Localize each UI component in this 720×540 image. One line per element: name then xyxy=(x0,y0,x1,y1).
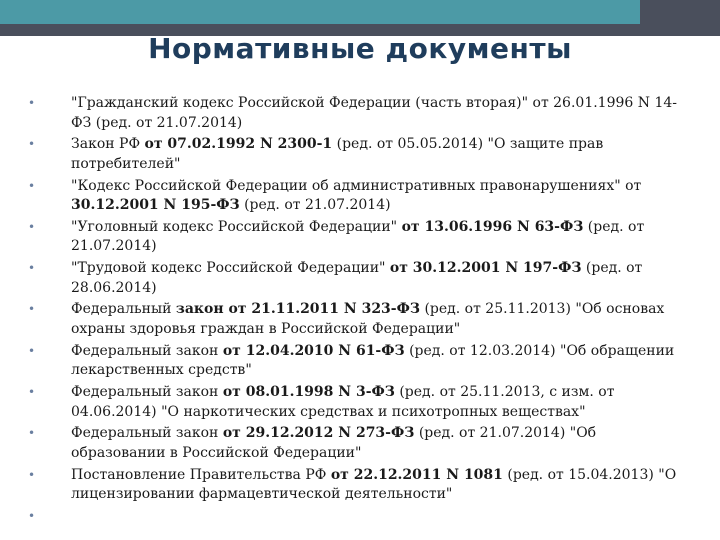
document-list xyxy=(28,94,688,523)
document-reference: от 30.12.2001 N 197-ФЗ xyxy=(389,260,582,277)
document-text: Федеральный закон xyxy=(71,383,223,400)
document-text: "Кодекс Российской Федерации об административных правонарушениях" от xyxy=(71,177,642,194)
document-text: (ред. от 25.11.2013, с изм. от 04.06.2014) "О наркотических средствах и психотропных веществах" xyxy=(71,383,615,420)
list-item xyxy=(28,383,688,422)
document-reference: от 07.02.1992 N 2300-1 xyxy=(144,136,333,153)
header-bar-corner xyxy=(640,0,720,36)
page-title: Нормативные документы xyxy=(148,32,572,65)
document-reference: 30.12.2001 N 195-ФЗ xyxy=(71,197,240,214)
list-item xyxy=(28,259,688,298)
list-item xyxy=(28,300,688,339)
document-reference: от 13.06.1996 N 63-ФЗ xyxy=(401,218,584,235)
bullet-dot-icon: • xyxy=(28,467,36,482)
bullet-dot-icon: • xyxy=(28,508,36,523)
document-reference: от 22.12.2011 N 1081 xyxy=(330,466,503,483)
bullet-dot-icon: • xyxy=(28,384,36,399)
bullet-dot-icon: • xyxy=(28,178,36,193)
document-reference: от 29.12.2012 N 273-ФЗ xyxy=(222,425,415,442)
document-reference: закон от 21.11.2011 N 323-ФЗ xyxy=(175,301,420,318)
document-text: (ред. от 05.05.2014) "О защите прав потребителей" xyxy=(71,136,604,172)
bullet-dot-icon: • xyxy=(28,96,36,110)
document-text: (ред. от 21.07.2014) xyxy=(71,218,645,255)
document-text: (ред. от 28.06.2014) xyxy=(71,260,643,296)
document-text: "Уголовный кодекс Российской Федерации" xyxy=(71,218,402,235)
list-item xyxy=(28,135,688,174)
bullet-dot-icon: • xyxy=(28,343,36,358)
document-text: (ред. от 21.07.2014) xyxy=(239,197,391,214)
document-text: Федеральный закон xyxy=(71,342,223,359)
list-item xyxy=(28,218,688,257)
document-text: (ред. от 25.11.2013) "Об основах охраны здоровья граждан в Российской Федерации" xyxy=(71,301,665,337)
document-text: "Гражданский кодекс Российской Федерации (часть вторая)" от 26.01.1996 N 14-ФЗ (ред. от 21.07.2014) xyxy=(71,95,677,131)
document-reference: от 08.01.1998 N 3-ФЗ xyxy=(222,383,395,400)
list-item xyxy=(28,94,688,133)
list-item xyxy=(28,424,688,463)
document-text: (ред. от 21.07.2014) "Об образовании в Российской Федерации" xyxy=(71,425,597,461)
bullet-dot-icon: • xyxy=(28,426,36,441)
header-bar-light xyxy=(0,0,720,24)
bullet-dot-icon: • xyxy=(28,261,36,276)
bullet-dot-icon: • xyxy=(28,302,36,317)
document-text: Закон РФ xyxy=(71,136,145,153)
document-text: (ред. от 12.03.2014) "Об обращении лекарственных средств" xyxy=(71,342,675,379)
document-text: Постановление Правительства РФ xyxy=(71,466,331,483)
bullet-dot-icon: • xyxy=(28,137,36,152)
list-item xyxy=(28,177,688,216)
document-text: (ред. от 15.04.2013) "О лицензировании фармацевтической деятельности" xyxy=(71,466,677,503)
document-text: Федеральный xyxy=(71,301,176,318)
document-text: "Трудовой кодекс Российской Федерации" xyxy=(71,260,390,277)
list-item xyxy=(28,342,688,381)
bullet-dot-icon: • xyxy=(28,219,36,234)
document-text: Федеральный закон xyxy=(71,425,223,442)
list-item xyxy=(28,466,688,505)
document-reference: от 12.04.2010 N 61-ФЗ xyxy=(222,342,405,359)
